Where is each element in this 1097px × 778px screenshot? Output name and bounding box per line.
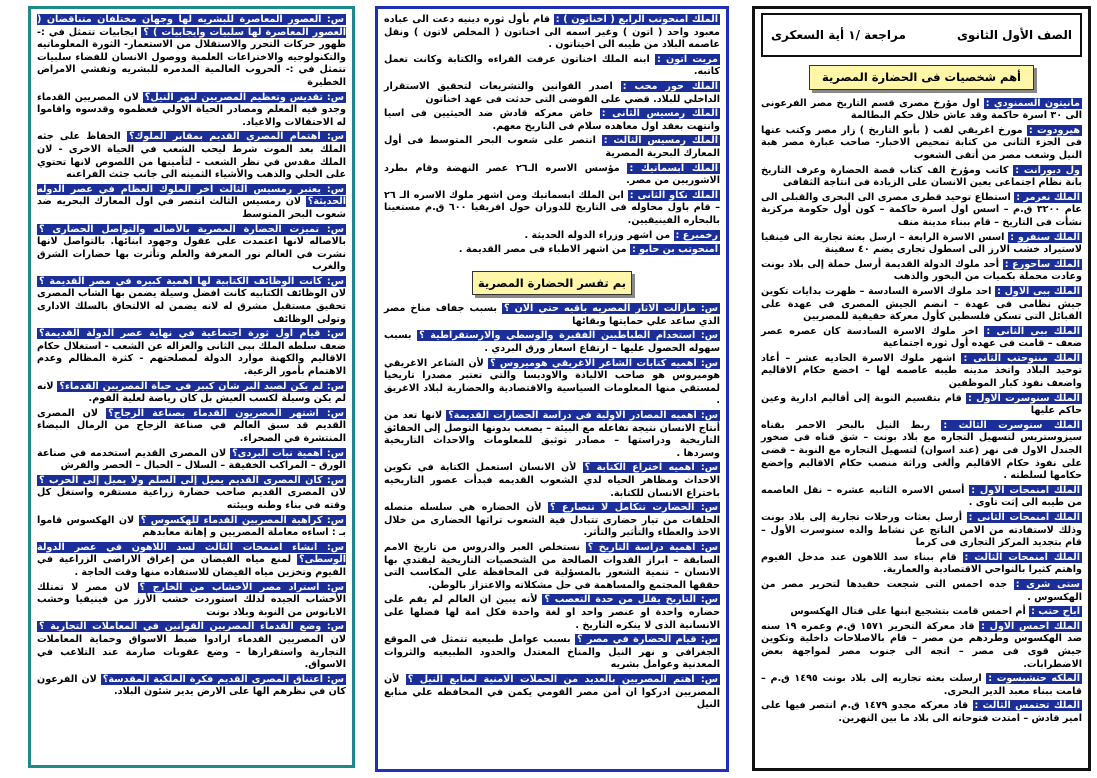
entry-name: الملك ابسماتيك : (629, 162, 719, 174)
qa-item (37, 542, 346, 580)
entry-name: الملك سنفرو : (1010, 231, 1080, 243)
entry-name: الملك امنحوتب الرابع ( اخناتون ) : (555, 14, 718, 25)
answer: بسبب عوامل طبيعيه تتمثل في الموقع الجغرافي و نهر النيل والمناخ المعتدل والحدود الطبيعيه والثروات المعدنية وعوامل بشريه (384, 634, 720, 671)
entry-name: الملك ببى الاول : (997, 285, 1080, 297)
entry-name: الملك تحتمس الثالث : (974, 700, 1080, 712)
qa-item (37, 448, 346, 473)
qa-item (37, 621, 346, 671)
entry-text: قام ببناء سد اللاهون عند مدخل الفيوم واهتم كثيرا بالنواحي الاقتصادية والعمارية. (761, 551, 1082, 576)
answer: لان الهكسوس قاموا بـ : اساءه معاملة المصريين و إهانة معابدهم (37, 514, 346, 539)
entry-name: الملك امنمحات الثانى : (968, 512, 1080, 523)
entry-text: كاتب ومؤرخ الف كتاب قصة الحضارة وعرف التاريخ بانة نظام اجتماعى يعين الانسان على الزيادة فى انتاجة الثقافى (761, 164, 1082, 189)
question: س: اهمية دراسة التاريخ ؟ (587, 541, 718, 553)
entry-text: اخر ملوك الاسرة السادسة كان عصره عصر ضعف – قامت فى عهده أول ثوره اجتماعية (761, 325, 1082, 350)
entry-text: استطاع توحيد قطرى مصرى الى البحرى والقبلى الى عام ٣٢٠٠ ق.م – اسس اول اسرة حاكمة – كون أول حكومة مركزية نشأت فى التاريخ – قام ببناء مدينة منف (761, 191, 1082, 228)
qa-item (37, 131, 346, 181)
answer: لان المصرى القديم قد سبق العالم في صناعة الزجاج من الرمال البيضاء المنتشرة في الصحراء. (37, 407, 346, 444)
entry-text: اشهر ملوك الاسرة الحاديه عشر – أعاد توحيد البلاد واتخذ مدينه طيبه عاصمه لها – اخضع حكام الاقاليم واضعف نفوذ كبار الموظفين (761, 352, 1082, 390)
entry (761, 192, 1082, 230)
right-column (752, 6, 1091, 771)
entry (761, 98, 1082, 123)
answer: لان رمسيس الثالث انتصر في اول المعارك البحريه ضد شعوب البحر المتوسط (37, 196, 346, 220)
entry-text: اصدر القوانين والتشريعات لتحقيق الاستقرار الداخلي للبلاد. قضي على الفوضى التى حدثت فى عهد اخناتون (384, 80, 720, 105)
figures-list-continued (384, 14, 720, 257)
entry (761, 552, 1082, 577)
entry (761, 232, 1082, 257)
entry-name: ستى شرى : (1015, 578, 1080, 590)
entry (761, 700, 1082, 725)
entry (761, 286, 1082, 324)
question: س: مازالت الاثار المصريه باقيه حتي الان ؟ (504, 303, 718, 315)
qa-item (384, 674, 720, 712)
entry (761, 259, 1082, 284)
qa-item (37, 14, 346, 90)
qa-item (37, 408, 346, 446)
answer: لان المصريين القدماء ارادوا ضبط الاسواق وحماية المعاملات التجارية واستقرارها – وضع عقوبات صارمة عند التلاعب في الاسواق. (37, 633, 346, 671)
answer: لأن الحضاره هي سلسله متصله الحلقات من تيار حضارى تتبادل فية الشعوب تراثها الحضارى من خلال الاخذ والعطاء والتأثير والتأثر. (384, 502, 720, 539)
question: س: انشاء امنمحات الثالث لسد اللاهون في عصر الدولة الوسطى؟ (37, 541, 346, 566)
entry-name: مانيتون السمنودي : (985, 97, 1080, 109)
entry-text: اول مؤرخ مصرى قسم التاريخ مصر الفرعونى الى ٣٠ اسرة حاكمة وقد عاش خلال حكم البطالمة (761, 97, 1082, 122)
answer: بسبب جفاف مناخ مصر الذي ساعد علي حمايتها وبقائها (384, 303, 720, 327)
question: س: اهميه المصادر الاولية في دراسة الحضارات القديمة؟ (448, 410, 718, 422)
answer: لأن الانسان استعمل الكتابة في تكوين الاحداث ومظاهر الحياه لدي الشعوب القديمه فبدأت عصور التاريخيه باختراع الانسان للكتابة. (384, 462, 720, 499)
question: س: الحضارت تتكامل لا تتصارع ؟ (549, 502, 718, 514)
entry-name: الملكه حتشبسوت : (988, 673, 1080, 685)
question: س: اشتهر المصريون القدماء بصناعة الزجاج؟ (108, 407, 344, 419)
qa-item (37, 276, 346, 326)
qa-item (384, 358, 720, 408)
entry-name: الملك ببى الثانى : (986, 325, 1080, 337)
qa-item (37, 92, 346, 130)
answer: لأنه يبين ان العالم لم يقم على حضاره واحدة او عنصر واحد او لغة واحدة فكل امة لها فضلها على الانسانية الذى لا ينكره التاريخ . (384, 594, 720, 631)
question: س: تميزت الحضارة المصرية بالأصاله والتواصل الحضارى ؟ (39, 223, 344, 235)
question: س: اهمية نبات البردى؟ (232, 447, 344, 459)
section-banner: أهم شخصيات فى الحضارة المصرية (809, 65, 1034, 90)
entry-name: مريت اتون : (656, 53, 718, 65)
entry-name: رخميرع : (675, 229, 718, 241)
answer: لانها تعد من أنتاج الانسان نتيجة تفاعله مع البيئة – يصعب بدونها التوصل إلى الحقائق التاريخية ودراستها – مصادر توثيق للمعلومات والاحداث التاريخية وسردها . (384, 410, 720, 459)
answer: لان المصرى القديم صاحب حضارة زراعية مستقره واستغل كل وقته في بناء وطنه وبيئته (37, 487, 346, 511)
entry-text: ربط النيل بالبحر الاحمر بقناه سيزوستريس لتسهيل التجاره مع بلاد بونت – شق قناه فى صخور الجندل الاول فى نهر (عند اسوان) لتسهيل التجاره مع النوبة – قضى على نفوذ حكام الاقاليم وألغى وراثة منصب حكام الاقاليم وإخضع حكامها لسلطته . (761, 419, 1082, 482)
question: س: وضع القدماء المصريين القوانين في المعاملات التجارية ؟ (39, 621, 344, 633)
question: س: كانت الوظائف الكتابية لها اهمية كبيره في مصر القديمة ؟ (39, 275, 344, 287)
entry (384, 108, 720, 133)
entry-text: قام بأول ثوره دينيه دعت الى عباده معبود واحد ( اتون ) وغير اسمه الى اخناتون ( المخلص لاتون ) ونقل عاصمه البلاد من طيبه الى اخيتاتون . (384, 14, 720, 51)
qa-item (384, 502, 720, 540)
entry-text: من اشهر وزراء الدوله الحديثة . (524, 229, 674, 241)
entry (384, 54, 720, 79)
answer: بالاصاله لانها اعتمدت على عقول وجهود ابنائها. بالتواصل لانها نشرت في العالم نور المعرفة والعلم وتأثرت بها حضارات الشرق والغرب (37, 236, 346, 273)
answer: لان المصريين القدماء وجدو فيه المعلم ومصادر الحياة الاولي فعظموه وقدسوه واقاموا له الاحتفالات والاعياد. (37, 91, 346, 128)
entry-name: الملك امنمحات الاول : (971, 484, 1081, 496)
entry (761, 512, 1082, 550)
entry-text: مؤسس الاسره الـ٢٦ عصر النهضة وقام بطرد الاشوريين من مصر. (384, 162, 720, 187)
explain-list (384, 303, 720, 711)
page-header (761, 13, 1082, 57)
entry-text: من اشهر الاطباء فى مصر القديمة . (458, 244, 630, 256)
qa-item (37, 674, 346, 699)
answer: لان مصر لا تمتلك الأخشاب الجيده لذلك استوردت خشب الأرز من فينيقيا وخشب الابانوس من النوبة وبلاد بونت (37, 581, 346, 618)
question: س: تقديس وتعظيم المصريين لنهر النيل؟ (144, 91, 344, 103)
question: س: قيام اول ثورة اجتماعية في نهاية عصر الدولة القديمة؟ (39, 328, 344, 340)
entry-text: ارسلت بعثه تجاريه إلى بلاد بونت ١٤٩٥ ق.م – قامت ببناء معبد الدير البحرى. (761, 673, 1082, 697)
entry (761, 353, 1082, 391)
entry-name: الملك نعرمر : (1016, 191, 1080, 203)
entry-text: اسس الاسرة الرابعة – ارسل بعثة تجارية الى فينقيا لاستيراد خشب الارز الى اسطول تجارى يضم ٤٠ سفينة (761, 231, 1082, 256)
figures-list (761, 98, 1082, 726)
entry (761, 485, 1082, 510)
entry (384, 14, 720, 52)
entry-text: احد ملوك الاسرة السادسة – ظهرت بدايات تكوين جيش نظامى فى عهدة – انضم الجيش المصرى فى عهدة على القبائل التى تسكن فلسطين كأول معركة حقيقية للمصريين (761, 285, 1082, 323)
middle-column (375, 6, 729, 772)
qa-item (384, 542, 720, 592)
question: س: كراهية المصريين القدماء للهكسوس ؟ (140, 514, 344, 526)
entry (761, 165, 1082, 190)
answer: لان الوظائف الكتابيه كانت افضل وسيلة يضمن بها الشاب المصرى تحقيق مستقبل مشرق له لانه يضمن له الالتحاق بالسلك الادارى وتولى الوظائف (37, 288, 346, 325)
qa-item (37, 381, 346, 406)
question: س: اعتناق المصرى القديم فكرة الملكية المقدسة؟ (102, 673, 344, 685)
qa-item (384, 330, 720, 355)
entry (384, 230, 720, 243)
entry-text: خاض معركه قادش ضد الحيثيين فى اسيا وانتهت بعقد اول معاهده سلام فى التاريخ معهم. (384, 108, 720, 132)
entry-name: الملك سنوسرت الثالث : (943, 419, 1080, 431)
qa-item (37, 475, 346, 513)
entry-text: انتصر على شعوب البحر المتوسط فى أول المعارك البحرية المصرية (384, 135, 720, 159)
qa-item (384, 594, 720, 632)
entry-text: أسس الاسره الثانيه عشره – نقل العاصمه من طيبه الى إثت تاوى . (761, 484, 1082, 509)
qa-item (384, 462, 720, 500)
question: س: قيام الحضارة في مصر ؟ (576, 634, 718, 646)
entry (761, 420, 1082, 483)
qa-item (384, 410, 720, 460)
question: س: اهتم المصريين بالعديد من الحملات الامنية لمنابع النيل ؟ (407, 673, 719, 685)
qa-item (37, 328, 346, 378)
entry (761, 673, 1082, 698)
entry (761, 579, 1082, 604)
qa-item (37, 224, 346, 274)
entry (761, 606, 1082, 619)
entry-text: ابنه الملك اخناتون عرفت القراءه والكتابة وكانت تعمل كاتبه. (384, 53, 720, 78)
answer: بسبب سهوله الحصول عليها – ارتفاع اسعار ورق البردي . (384, 330, 720, 355)
entry (384, 135, 720, 160)
entry (761, 125, 1082, 163)
entry-name: الملك امنمحات الثالث : (964, 551, 1080, 563)
qa-item (37, 582, 346, 620)
entry-name: الملك سنوسرت الاول : (968, 392, 1080, 404)
question: س: العصور المعاصرة للبشريه لها وجهان مختلفان متناقضان ( العصور المعاصرة لها سلبيات وايجابيات ) ؟ (37, 14, 346, 38)
question: س: اهميه اختراع الكتابة ؟ (584, 462, 718, 474)
entry-text: ابن الملك ابسماتيك ومن اشهر ملوك الاسره الـ ٢٦ – قام باول محاوله فى التاريخ للدوران حول افريقيا ٦٠٠ ق.م مستعينا بالبحاره الفينيقيين. (384, 189, 720, 226)
entry-name: اباح حتب : (1031, 606, 1080, 618)
entry-text: أحد ملوك الدولة القديمة أرسل حملة إلى بلاد بونت وعادت محملة بكميات من البخور والذهب (761, 258, 1082, 283)
entry (384, 190, 720, 228)
qa-item (384, 303, 720, 328)
entry (384, 163, 720, 188)
question: س: كان المصرى القديم يميل إلى السلم ولا يميل إلى الحرب ؟ (39, 474, 344, 486)
answer: الحفاظ على جثه الملك بعد الموت شرط ليحب الشعب في الحياة الاخرى - لان الملك مقدس في نظر الشعب - لتأمينها من اللصوص لانها تحتوي على الحلي والذهب والأشياء الثمينه الى جانب جثث الفراعنه (37, 131, 346, 181)
question: س: التاريخ يقلل من حدة التعصب ؟ (544, 594, 718, 606)
entry-name: الملك ساحورع : (1004, 258, 1080, 270)
answer: لان المصرى القديم استخدمه في صناعة الورق – المراكب الخفيفة – السلال – الحبال – الحصر والفرش (37, 447, 346, 472)
entry-text: جده احمس التى شجعت حفيدها لتحرير مصر من الهكسوس . (761, 578, 1082, 603)
answer: لأن المصريين ادركوا ان أمن مصر القومي يكمن في المحافظه علي منابع النيل (384, 673, 720, 711)
left-column (28, 6, 355, 768)
entry-name: امنحوتب بن حابو : (631, 244, 718, 256)
question: س: اهميه كتابات الشاعر الاغريقي هوميروس ؟ (490, 357, 718, 369)
entry-text: قام بتقسيم النوبة إلى أقاليم ادارية وعين حاكم عليها (761, 392, 1082, 417)
answer: ضعف سلطه الملك ببى الثانى والعزاله عن الشعب - استغلال حكام الاقاليم والكهنة موارد الدولة لمصلحتهم - كثرة المظالم وعدم الاهتمام بأمور الرعية. (37, 340, 346, 378)
answer: ايجابيات تتمثل في :- ظهور حركات التحرر والاستقلال من الاستعمار- الثورة المعلوماتيه والتكنولوجيه والاختراعات العلمية ووصول الانسان للفضاء سلبيات تتمثل في :- الحروب العالمية المدمره للبشريه وتفشي الامراض الخطيرة (37, 26, 346, 88)
entry-text: قاد معركه مجدو ١٤٧٩ ق.م انتصر فيها على امير قادش – امتدت فتوحاته الى بلاد ما بين النهرين. (761, 700, 1082, 724)
entry-name: الملك رمسيس الثانى : (601, 108, 719, 120)
explain-list-continued (37, 14, 346, 699)
entry-text: قاد معركة التحرير ١٥٧١ ق.م وعمره ١٩ سنه ضد الهكسوس وطردهم من مصر – قام بالاصلاحات داخلية وتكوين جيش قوى فى مصر – اتجه الى جنوب مصر لمواجهة بعض الاضطرابات. (761, 620, 1082, 670)
question: س: لم يكن لصيد البر شأن كبير في حياة المصريين القدماء؟ (59, 380, 345, 392)
entry-name: الملك احمس الاول : (981, 620, 1081, 632)
question: س: استراد مصر الأخشاب من الخارج ؟ (139, 581, 344, 593)
entry-name: الملك حور محب : (622, 80, 718, 92)
entry-name: ول ديورانت : (1015, 164, 1080, 176)
entry (761, 393, 1082, 418)
entry-name: الملك نكاو الثانى : (629, 189, 718, 201)
question: س: اهتمام المصري القديم بمقابر الملوك؟ (128, 131, 345, 143)
review-label: مراجعة /١ أية السعكرى (771, 27, 906, 42)
answer: لمنع مياه الفيضان من إغراق الاراضى الزراعية في الفيوم وتخزين مياه الفيضان للاستفاده منها وقت الحاجة . (37, 554, 346, 578)
qa-item (384, 634, 720, 672)
entry-name: هيرودوت : (1028, 124, 1080, 136)
entry (384, 244, 720, 257)
answer: لان الفرعون كان في نظرهم الها على الارض يدير شئون البلاد. (37, 673, 346, 698)
entry-text: أم احمس قامت بتشجيع ابنها على قتال الهكسوس (790, 606, 1030, 618)
question: س: استخدام الطباطبين الفقيرة والوسطي والارستقراطية ؟ (419, 330, 718, 342)
entry (384, 81, 720, 106)
entry-name: الملك منتوحتب الثانى : (963, 352, 1080, 364)
entry-text: أرسل بعثات ورحلات تجارية إلى بلاد بونت وذلك لاستفادته من الامن الناتج عن نشاط والده سنوسرت الأول – قام بتجديد المركز التجارى فى كرما (761, 512, 1082, 549)
question: س: يعتبر رمسيس الثالث اخر الملوك العظام في عصر الدوله الحديثة؟ (37, 183, 346, 208)
answer: لانه لم يكن وسيلة لكسب العيش بل كان رياضة لعلية القوم. (37, 380, 346, 405)
entry (761, 621, 1082, 671)
answer: نستخلص العبر والدروس من تاريخ الامم السابقة – ابراز القدوات الصالحة من الشخصيات التاريخية ليقتدي بها الانسان – تنمية الشعور بالمسؤلية فى المحافظة علي المكاسب التى حققها المجتمع والمساهمة في حل مشكلاته والاعتزاز بالوطن. (384, 541, 720, 591)
section-banner: بم تفسر الحضارة المصرية (472, 271, 632, 296)
qa-item (37, 184, 346, 222)
entry (761, 326, 1082, 351)
qa-item (37, 515, 346, 540)
entry-text: مورخ اغريقي لقب ( بأبو التاريخ ) زار مصر وكتب عنها فى الجزء الثانى من كتابة تمحيص الاخبار- صاحب عبارة مصر هبة النيل وشعب مصر من أتقى الشعوب (761, 124, 1082, 161)
class-name: الصف الأول الثانوى (956, 27, 1072, 42)
entry-name: الملك رمسيس الثالث : (603, 135, 718, 147)
answer: لأن الشاعر الاغريقي هوميروس هو صاحب الالياذة والاوديسا والتي تعتبر مصدرا تاريخيا لمستقي منها المعلومات السياسية والاقتصادية والحضارية لبلاد الاغريق . (384, 357, 720, 407)
